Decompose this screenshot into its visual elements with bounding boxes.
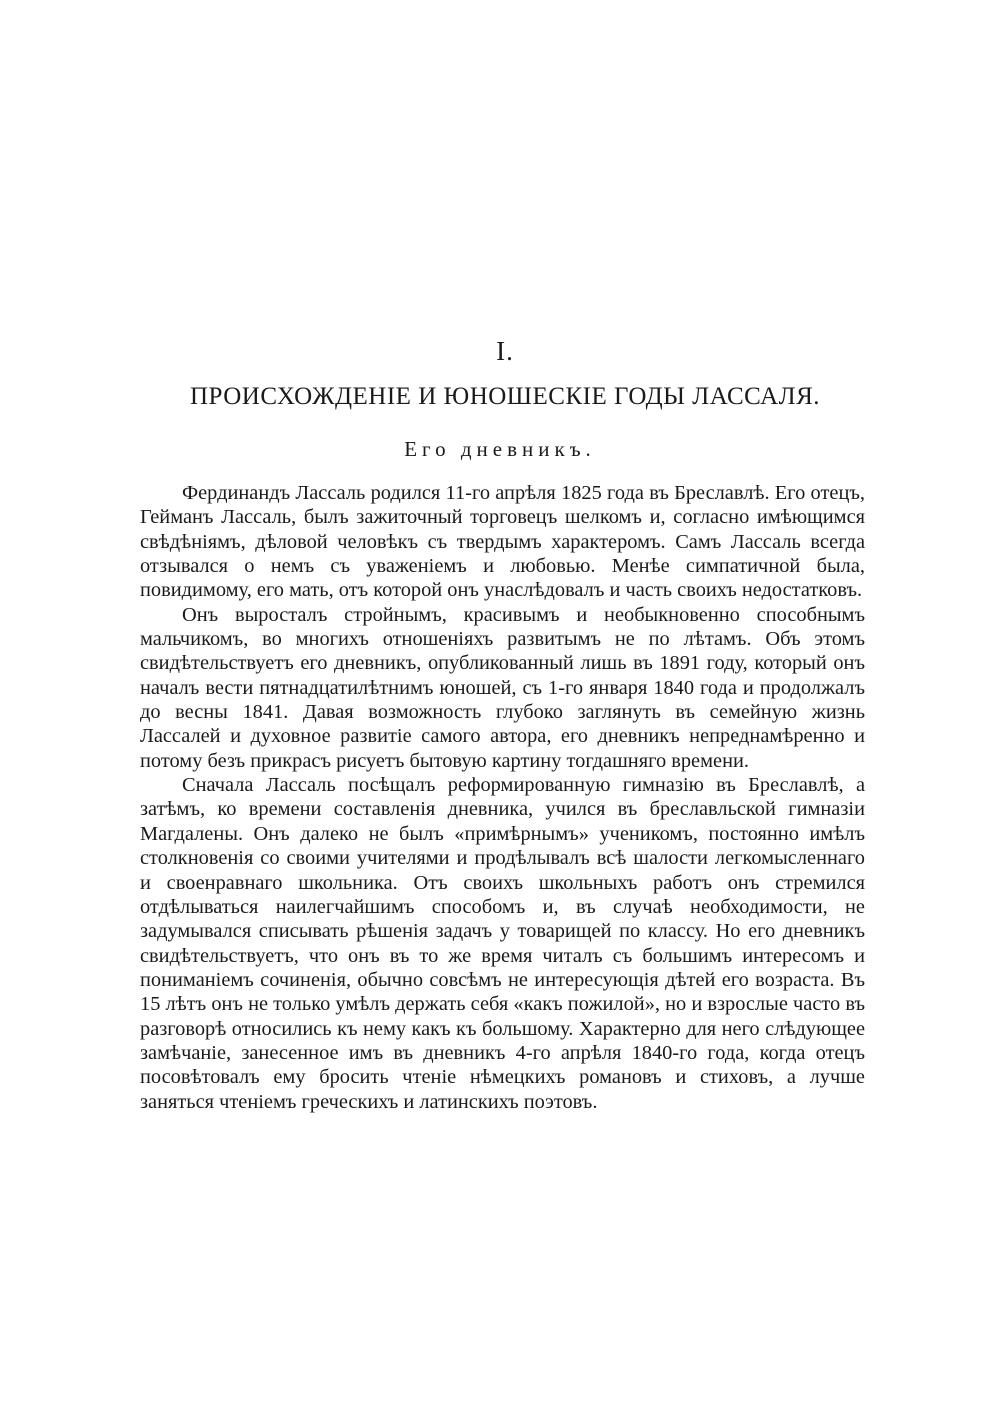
paragraph-2: Онъ выросталъ стройнымъ, красивымъ и необыкновенно способнымъ мальчикомъ, во многихъ отношеніяхъ развитымъ не по лѣтамъ. Объ этомъ свидѣтельствуетъ его дневникъ, опубликованный лишь въ 1891 году, который онъ началъ вести пятнадцатилѣтнимъ юношей, съ 1-го января 1840 года и продолжалъ до весны 1841. Давая возможность глубоко заглянуть въ семейную жизнь Лассалей и духовное развитіе самого автора, его дневникъ непреднамѣренно и потому безъ прикрасъ рисуетъ бытовую картину тогдашняго времени. <box>140 603 865 772</box>
chapter-title: ПРОИСХОЖДЕНІЕ И ЮНОШЕСКІЕ ГОДЫ ЛАССАЛЯ. <box>189 383 821 410</box>
chapter-number: I. <box>496 336 514 366</box>
body-text <box>140 481 865 1114</box>
paragraph-3: Сначала Лассаль посѣщалъ реформированную гимназію въ Бреславлѣ, а затѣмъ, ко времени составленія дневника, учился въ бреславльской гимназіи Магдалены. Онъ далеко не былъ «примѣрнымъ» ученикомъ, постоянно имѣлъ столкновенія со своими учителями и продѣлывалъ всѣ шалости легкомысленнаго и своенравнаго школьника. Отъ своихъ школьныхъ работъ онъ стремился отдѣлываться наилегчайшимъ способомъ и, въ случаѣ необходимости, не задумывался списывать рѣшенія задачъ у товарищей по классу. Но его дневникъ свидѣтельствуетъ, что онъ въ то же время читалъ съ большимъ интересомъ и пониманіемъ сочиненія, обычно совсѣмъ не интересующія дѣтей его возраста. Въ 15 лѣтъ онъ не только умѣлъ держать себя «какъ пожилой», но и взрослые часто въ разговорѣ относились къ нему какъ къ большому. Характерно для него слѣдующее замѣчаніе, занесенное имъ въ дневникъ 4-го апрѣля 1840-го года, когда отецъ посовѣтовалъ ему бросить чтеніе нѣмецкихъ романовъ и стиховъ, а лучше заняться чтеніемъ греческихъ и латинскихъ поэтовъ. <box>140 774 865 1113</box>
chapter-subtitle: Его дневникъ. <box>404 437 596 461</box>
paragraph-1: Фердинандъ Лассаль родился 11-го апрѣля 1825 года въ Бреславлѣ. Его отецъ, Гейманъ Лассаль, былъ зажиточный торговецъ шелкомъ и, согласно имѣющимся свѣдѣніямъ, дѣловой человѣкъ съ твердымъ характеромъ. Самъ Лассаль всегда отзывался о немъ съ уваженіемъ и любовью. Менѣе симпатичной была, повидимому, его мать, отъ которой онъ унаслѣдовалъ и часть своихъ недостатковъ. <box>140 482 865 602</box>
